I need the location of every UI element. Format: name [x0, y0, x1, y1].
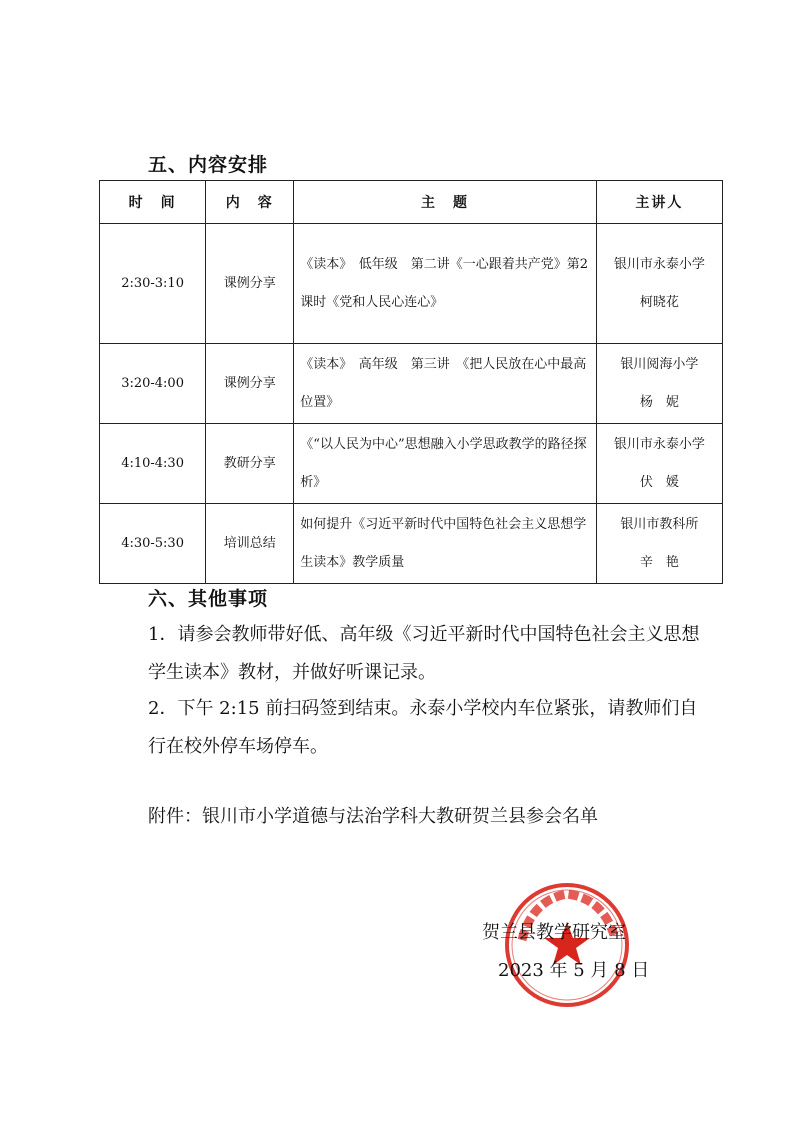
attachment-note: 附件：银川市小学道德与法治学科大教研贺兰县参会名单 — [148, 806, 598, 827]
header-speaker: 主讲人 — [596, 181, 722, 224]
speaker-name: 伏 媛 — [639, 474, 679, 490]
schedule-table — [99, 180, 723, 584]
notice-item-2-text: 2．下午 2:15 前扫码签到结束。永泰小学校内车位紧张，请教师们自行在校外停车场停车。 — [148, 698, 698, 757]
speaker-unit: 银川市教科所 — [620, 516, 699, 532]
notice-item-1 — [108, 616, 708, 692]
issuing-office: 贺兰县教学研究室 — [482, 922, 626, 943]
section-heading-content-schedule: 五、内容安排 — [148, 154, 269, 176]
cell-type: 课例分享 — [206, 224, 294, 344]
table-row — [100, 344, 723, 424]
notice-item-2 — [108, 690, 708, 766]
speaker-name: 柯晓花 — [639, 294, 679, 310]
header-content: 内 容 — [206, 181, 294, 224]
official-seal-stamp — [502, 880, 632, 1010]
issue-date: 2023 年 5 月 8 日 — [498, 960, 650, 981]
cell-speaker — [596, 344, 722, 424]
speaker-unit: 银川市永泰小学 — [613, 436, 705, 452]
speaker-name: 辛 艳 — [639, 554, 679, 570]
cell-time: 4:30-5:30 — [100, 504, 206, 584]
cell-type: 课例分享 — [206, 344, 294, 424]
section-heading-other-matters: 六、其他事项 — [148, 588, 269, 610]
cell-speaker — [596, 424, 722, 504]
table-row — [100, 504, 723, 584]
table-row — [100, 424, 723, 504]
table-header-row — [100, 181, 723, 224]
notice-item-1-text: 1．请参会教师带好低、高年级《习近平新时代中国特色社会主义思想学生读本》教材，并做好听课记录。 — [148, 624, 700, 683]
cell-time: 4:10-4:30 — [100, 424, 206, 504]
cell-type: 教研分享 — [206, 424, 294, 504]
cell-topic: 如何提升《习近平新时代中国特色社会主义思想学生读本》教学质量 — [294, 504, 596, 584]
header-time: 时 间 — [100, 181, 206, 224]
cell-type: 培训总结 — [206, 504, 294, 584]
header-topic: 主 题 — [294, 181, 596, 224]
speaker-unit: 银川阅海小学 — [620, 356, 699, 372]
cell-topic: 《读本》 低年级 第二讲《一心跟着共产党》第2课时《党和人民心连心》 — [294, 224, 596, 344]
cell-topic: 《读本》 高年级 第三讲 《把人民放在心中最高位置》 — [294, 344, 596, 424]
cell-time: 3:20-4:00 — [100, 344, 206, 424]
cell-speaker — [596, 504, 722, 584]
cell-time: 2:30-3:10 — [100, 224, 206, 344]
table-row — [100, 224, 723, 344]
cell-speaker — [596, 224, 722, 344]
speaker-unit: 银川市永泰小学 — [613, 256, 705, 272]
speaker-name: 杨 妮 — [639, 394, 679, 410]
cell-topic: 《“以人民为中心”思想融入小学思政教学的路径探析》 — [294, 424, 596, 504]
